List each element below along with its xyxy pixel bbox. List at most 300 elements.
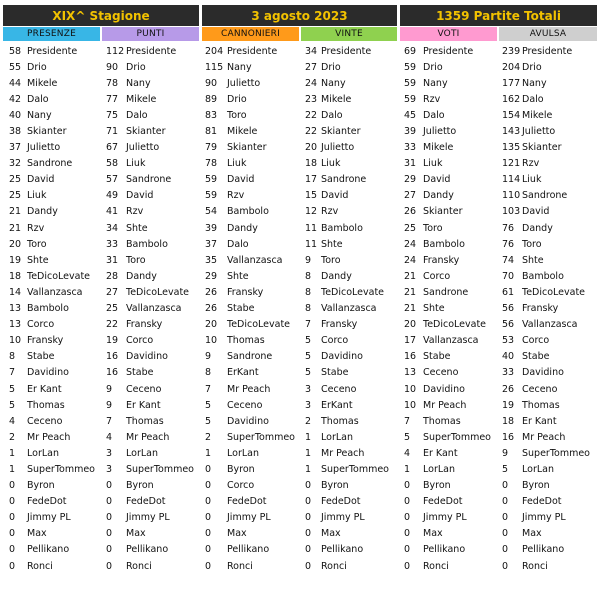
row-value: 0	[9, 480, 16, 492]
table-row	[404, 413, 498, 429]
table-row	[502, 107, 598, 123]
row-value: 143	[502, 126, 521, 138]
player-name: Dalo	[27, 93, 49, 105]
table-row	[305, 156, 399, 172]
player-name: Bambolo	[423, 238, 465, 250]
player-name: Er Kant	[423, 447, 458, 459]
player-name: Fransky	[227, 286, 264, 298]
row-value: 9	[106, 383, 113, 395]
row-value: 27	[305, 61, 318, 73]
table-row	[305, 220, 399, 236]
player-name: Mikele	[321, 93, 352, 105]
row-value: 0	[502, 480, 509, 492]
table-row	[106, 317, 200, 333]
table-row	[502, 301, 598, 317]
table-row	[9, 381, 101, 397]
player-name: Shte	[27, 254, 49, 266]
player-name: Shte	[522, 254, 544, 266]
table-row	[205, 381, 301, 397]
player-name: Rzv	[126, 206, 144, 218]
table-row	[205, 365, 301, 381]
row-value: 5	[9, 399, 16, 411]
table-row	[205, 558, 301, 574]
player-name: Ceceno	[27, 415, 63, 427]
player-name: Nany	[227, 61, 252, 73]
table-row	[502, 365, 598, 381]
row-value: 0	[404, 480, 411, 492]
player-name: Davidino	[27, 367, 69, 379]
row-value: 21	[9, 206, 22, 218]
player-name: Rzv	[227, 190, 245, 202]
player-name: Ceceno	[522, 383, 558, 395]
table-row	[404, 156, 498, 172]
player-name: Corco	[126, 335, 154, 347]
row-value: 32	[9, 158, 22, 170]
player-name: Presidente	[126, 45, 177, 57]
player-name: Pellikano	[522, 544, 565, 556]
player-name: Ronci	[227, 560, 253, 572]
row-value: 27	[404, 190, 417, 202]
row-value: 0	[205, 512, 212, 524]
player-name: FedeDot	[27, 496, 67, 508]
row-value: 8	[305, 303, 312, 315]
player-name: SuperTommeo	[522, 447, 590, 459]
player-name: Rzv	[321, 206, 339, 218]
player-name: Dandy	[126, 270, 157, 282]
table-row	[502, 156, 598, 172]
player-name: Byron	[126, 480, 154, 492]
row-value: 4	[9, 415, 16, 427]
table-row	[404, 204, 498, 220]
row-value: 59	[205, 174, 218, 186]
table-row	[404, 381, 498, 397]
player-name: TeDicoLevate	[126, 286, 190, 298]
player-name: David	[27, 174, 55, 186]
row-value: 40	[9, 109, 22, 121]
player-name: Jimmy PL	[321, 512, 365, 524]
table-row	[404, 494, 498, 510]
player-name: FedeDot	[522, 496, 562, 508]
table-row	[305, 429, 399, 445]
column-cannonieri	[205, 43, 301, 574]
row-value: 5	[205, 415, 212, 427]
table-row	[305, 140, 399, 156]
table-row	[404, 349, 498, 365]
table-row	[9, 349, 101, 365]
player-name: Thomas	[321, 415, 359, 427]
player-name: Drio	[27, 61, 47, 73]
row-value: 55	[9, 61, 22, 73]
table-row	[205, 252, 301, 268]
table-row	[205, 156, 301, 172]
row-value: 9	[205, 351, 212, 363]
table-row	[502, 333, 598, 349]
player-name: Dandy	[227, 222, 258, 234]
table-row	[9, 236, 101, 252]
player-name: Liuk	[423, 158, 443, 170]
row-value: 9	[106, 399, 113, 411]
player-name: Davidino	[522, 367, 564, 379]
player-name: SuperTommeo	[321, 463, 389, 475]
table-row	[502, 284, 598, 300]
table-row	[9, 107, 101, 123]
table-row	[9, 478, 101, 494]
row-value: 81	[205, 126, 218, 138]
row-value: 0	[205, 544, 212, 556]
player-name: SuperTommeo	[27, 463, 95, 475]
player-name: Toro	[321, 254, 341, 266]
row-value: 70	[502, 270, 515, 282]
row-value: 33	[404, 142, 417, 154]
player-name: Mikele	[27, 77, 58, 89]
row-value: 115	[205, 61, 224, 73]
row-value: 0	[305, 512, 312, 524]
player-name: Pellikano	[27, 544, 70, 556]
player-name: Max	[522, 528, 542, 540]
table-row	[404, 188, 498, 204]
player-name: Liuk	[126, 158, 146, 170]
table-row	[106, 236, 200, 252]
player-name: Max	[227, 528, 247, 540]
player-name: Jimmy PL	[227, 512, 271, 524]
row-value: 9	[305, 254, 312, 266]
player-name: Mr Peach	[423, 399, 467, 411]
row-value: 10	[9, 335, 22, 347]
table-row	[106, 413, 200, 429]
row-value: 31	[106, 254, 119, 266]
table-row	[106, 478, 200, 494]
player-name: Sandrone	[126, 174, 172, 186]
table-row	[205, 220, 301, 236]
table-row	[305, 494, 399, 510]
player-name: Presidente	[423, 45, 474, 57]
row-value: 8	[305, 286, 312, 298]
player-name: LorLan	[227, 447, 259, 459]
table-row	[502, 204, 598, 220]
row-value: 19	[9, 254, 22, 266]
player-name: Dandy	[423, 190, 454, 202]
player-name: LorLan	[126, 447, 158, 459]
row-value: 103	[502, 206, 521, 218]
row-value: 71	[106, 126, 119, 138]
row-value: 15	[305, 190, 318, 202]
player-name: Byron	[522, 480, 550, 492]
table-row	[9, 188, 101, 204]
table-row	[205, 91, 301, 107]
player-name: Corco	[27, 319, 55, 331]
player-name: Dandy	[522, 222, 553, 234]
table-row	[9, 220, 101, 236]
row-value: 13	[9, 303, 22, 315]
player-name: Sandrone	[227, 351, 273, 363]
table-row	[404, 333, 498, 349]
player-name: Jimmy PL	[126, 512, 170, 524]
row-value: 8	[9, 351, 16, 363]
header-data: 3 agosto 2023	[202, 5, 397, 26]
table-row	[502, 317, 598, 333]
row-value: 5	[305, 351, 312, 363]
player-name: Er Kant	[27, 383, 62, 395]
row-value: 12	[305, 206, 318, 218]
row-value: 0	[9, 496, 16, 508]
row-value: 0	[502, 512, 509, 524]
row-value: 24	[305, 77, 318, 89]
row-value: 3	[305, 383, 312, 395]
table-row	[205, 204, 301, 220]
player-name: Byron	[227, 463, 255, 475]
table-row	[9, 494, 101, 510]
row-value: 26	[205, 286, 218, 298]
row-value: 28	[106, 270, 119, 282]
table-row	[205, 397, 301, 413]
row-value: 0	[106, 512, 113, 524]
table-row	[404, 558, 498, 574]
table-row	[9, 542, 101, 558]
row-value: 0	[205, 463, 212, 475]
table-row	[205, 172, 301, 188]
table-row	[502, 220, 598, 236]
player-name: Ronci	[27, 560, 53, 572]
player-name: Liuk	[227, 158, 247, 170]
row-value: 10	[404, 383, 417, 395]
player-name: Drio	[321, 61, 341, 73]
row-value: 1	[305, 463, 312, 475]
table-row	[205, 59, 301, 75]
table-row	[106, 349, 200, 365]
row-value: 77	[106, 93, 119, 105]
player-name: Dalo	[423, 109, 445, 121]
table-row	[205, 140, 301, 156]
table-row	[9, 75, 101, 91]
row-value: 76	[502, 222, 515, 234]
row-value: 11	[305, 222, 318, 234]
player-name: Julietto	[423, 126, 457, 138]
table-row	[9, 156, 101, 172]
player-name: SuperTommeo	[423, 431, 491, 443]
player-name: Mr Peach	[227, 383, 271, 395]
row-value: 13	[9, 319, 22, 331]
table-row	[404, 429, 498, 445]
row-value: 24	[404, 238, 417, 250]
player-name: Pellikano	[126, 544, 169, 556]
table-row	[106, 268, 200, 284]
player-name: Nany	[423, 77, 448, 89]
table-row	[502, 188, 598, 204]
table-row	[106, 107, 200, 123]
player-name: Skianter	[423, 206, 463, 218]
row-value: 25	[9, 174, 22, 186]
row-value: 38	[9, 126, 22, 138]
column-voti	[404, 43, 498, 574]
row-value: 29	[205, 270, 218, 282]
row-value: 5	[305, 367, 312, 379]
table-row	[106, 381, 200, 397]
player-name: ErKant	[227, 367, 259, 379]
player-name: FedeDot	[423, 496, 463, 508]
player-name: Rzv	[522, 158, 540, 170]
table-row	[305, 317, 399, 333]
player-name: Mr Peach	[321, 447, 365, 459]
row-value: 5	[205, 399, 212, 411]
table-row	[205, 526, 301, 542]
row-value: 204	[205, 45, 224, 57]
row-value: 17	[305, 174, 318, 186]
table-row	[9, 445, 101, 461]
table-row	[9, 284, 101, 300]
row-value: 2	[9, 431, 16, 443]
row-value: 0	[9, 512, 16, 524]
player-name: Stabe	[126, 367, 154, 379]
row-value: 0	[305, 560, 312, 572]
player-name: Presidente	[227, 45, 278, 57]
row-value: 114	[502, 174, 521, 186]
row-value: 25	[106, 303, 119, 315]
player-name: Stabe	[522, 351, 550, 363]
player-name: LorLan	[423, 463, 455, 475]
player-name: TeDicoLevate	[27, 270, 91, 282]
table-row	[502, 252, 598, 268]
player-name: Sandrone	[27, 158, 73, 170]
table-row	[404, 252, 498, 268]
row-value: 17	[404, 335, 417, 347]
player-name: Presidente	[522, 45, 573, 57]
player-name: SuperTommeo	[126, 463, 194, 475]
table-row	[404, 172, 498, 188]
player-name: Stabe	[27, 351, 55, 363]
player-name: Mikele	[227, 126, 258, 138]
table-row	[502, 413, 598, 429]
row-value: 8	[305, 270, 312, 282]
row-value: 26	[404, 206, 417, 218]
row-value: 18	[502, 415, 515, 427]
row-value: 1	[9, 447, 16, 459]
player-name: Shte	[126, 222, 148, 234]
row-value: 40	[502, 351, 515, 363]
player-name: Vallanzasca	[27, 286, 83, 298]
row-value: 0	[305, 528, 312, 540]
table-row	[9, 140, 101, 156]
row-value: 20	[9, 238, 22, 250]
player-name: Mr Peach	[27, 431, 71, 443]
row-value: 239	[502, 45, 521, 57]
row-value: 18	[305, 158, 318, 170]
player-name: Bambolo	[227, 206, 269, 218]
category-cannonieri: CANNONIERI	[202, 27, 299, 41]
row-value: 44	[9, 77, 22, 89]
player-name: Rzv	[27, 222, 45, 234]
player-name: Ronci	[522, 560, 548, 572]
table-row	[305, 172, 399, 188]
row-value: 7	[106, 415, 113, 427]
player-name: Nany	[126, 77, 151, 89]
table-row	[106, 333, 200, 349]
row-value: 22	[305, 126, 318, 138]
table-row	[305, 349, 399, 365]
row-value: 79	[205, 142, 218, 154]
table-row	[205, 333, 301, 349]
table-row	[106, 558, 200, 574]
table-row	[305, 381, 399, 397]
table-row	[305, 526, 399, 542]
table-row	[9, 59, 101, 75]
table-row	[106, 252, 200, 268]
table-row	[404, 301, 498, 317]
row-value: 25	[404, 222, 417, 234]
player-name: Skianter	[522, 142, 562, 154]
player-name: Vallanzasca	[227, 254, 283, 266]
player-name: TeDicoLevate	[321, 286, 385, 298]
player-name: Liuk	[522, 174, 542, 186]
player-name: David	[227, 174, 255, 186]
row-value: 53	[502, 335, 515, 347]
player-name: Davidino	[423, 383, 465, 395]
row-value: 58	[106, 158, 119, 170]
table-row	[205, 413, 301, 429]
table-row	[305, 43, 399, 59]
player-name: Thomas	[522, 399, 560, 411]
player-name: LorLan	[522, 463, 554, 475]
row-value: 5	[502, 463, 509, 475]
row-value: 22	[106, 319, 119, 331]
table-row	[502, 59, 598, 75]
row-value: 90	[205, 77, 218, 89]
column-presenze	[9, 43, 101, 574]
row-value: 0	[106, 528, 113, 540]
category-voti: VOTI	[400, 27, 497, 41]
player-name: Byron	[423, 480, 451, 492]
row-value: 90	[106, 61, 119, 73]
row-value: 1	[305, 431, 312, 443]
row-value: 10	[205, 335, 218, 347]
table-row	[9, 172, 101, 188]
table-row	[404, 59, 498, 75]
table-row	[106, 284, 200, 300]
row-value: 0	[502, 560, 509, 572]
row-value: 8	[205, 367, 212, 379]
table-row	[404, 220, 498, 236]
table-row	[404, 236, 498, 252]
player-name: Pellikano	[321, 544, 364, 556]
table-row	[106, 188, 200, 204]
player-name: Ceceno	[126, 383, 162, 395]
table-row	[106, 365, 200, 381]
table-row	[106, 156, 200, 172]
player-name: Er Kant	[126, 399, 161, 411]
row-value: 78	[106, 77, 119, 89]
player-name: Bambolo	[27, 303, 69, 315]
player-name: Fransky	[27, 335, 64, 347]
table-row	[106, 123, 200, 139]
player-name: Bambolo	[126, 238, 168, 250]
row-value: 39	[404, 126, 417, 138]
player-name: Davidino	[126, 351, 168, 363]
table-row	[106, 461, 200, 477]
player-name: Skianter	[27, 126, 67, 138]
table-row	[9, 91, 101, 107]
table-row	[9, 301, 101, 317]
player-name: Mikele	[522, 109, 553, 121]
row-value: 20	[305, 142, 318, 154]
table-row	[502, 172, 598, 188]
row-value: 21	[9, 222, 22, 234]
player-name: Thomas	[227, 335, 265, 347]
row-value: 1	[305, 447, 312, 459]
player-name: Pellikano	[227, 544, 270, 556]
player-name: Vallanzasca	[126, 303, 182, 315]
player-name: Vallanzasca	[522, 319, 578, 331]
player-name: Davidino	[227, 415, 269, 427]
table-row	[9, 317, 101, 333]
